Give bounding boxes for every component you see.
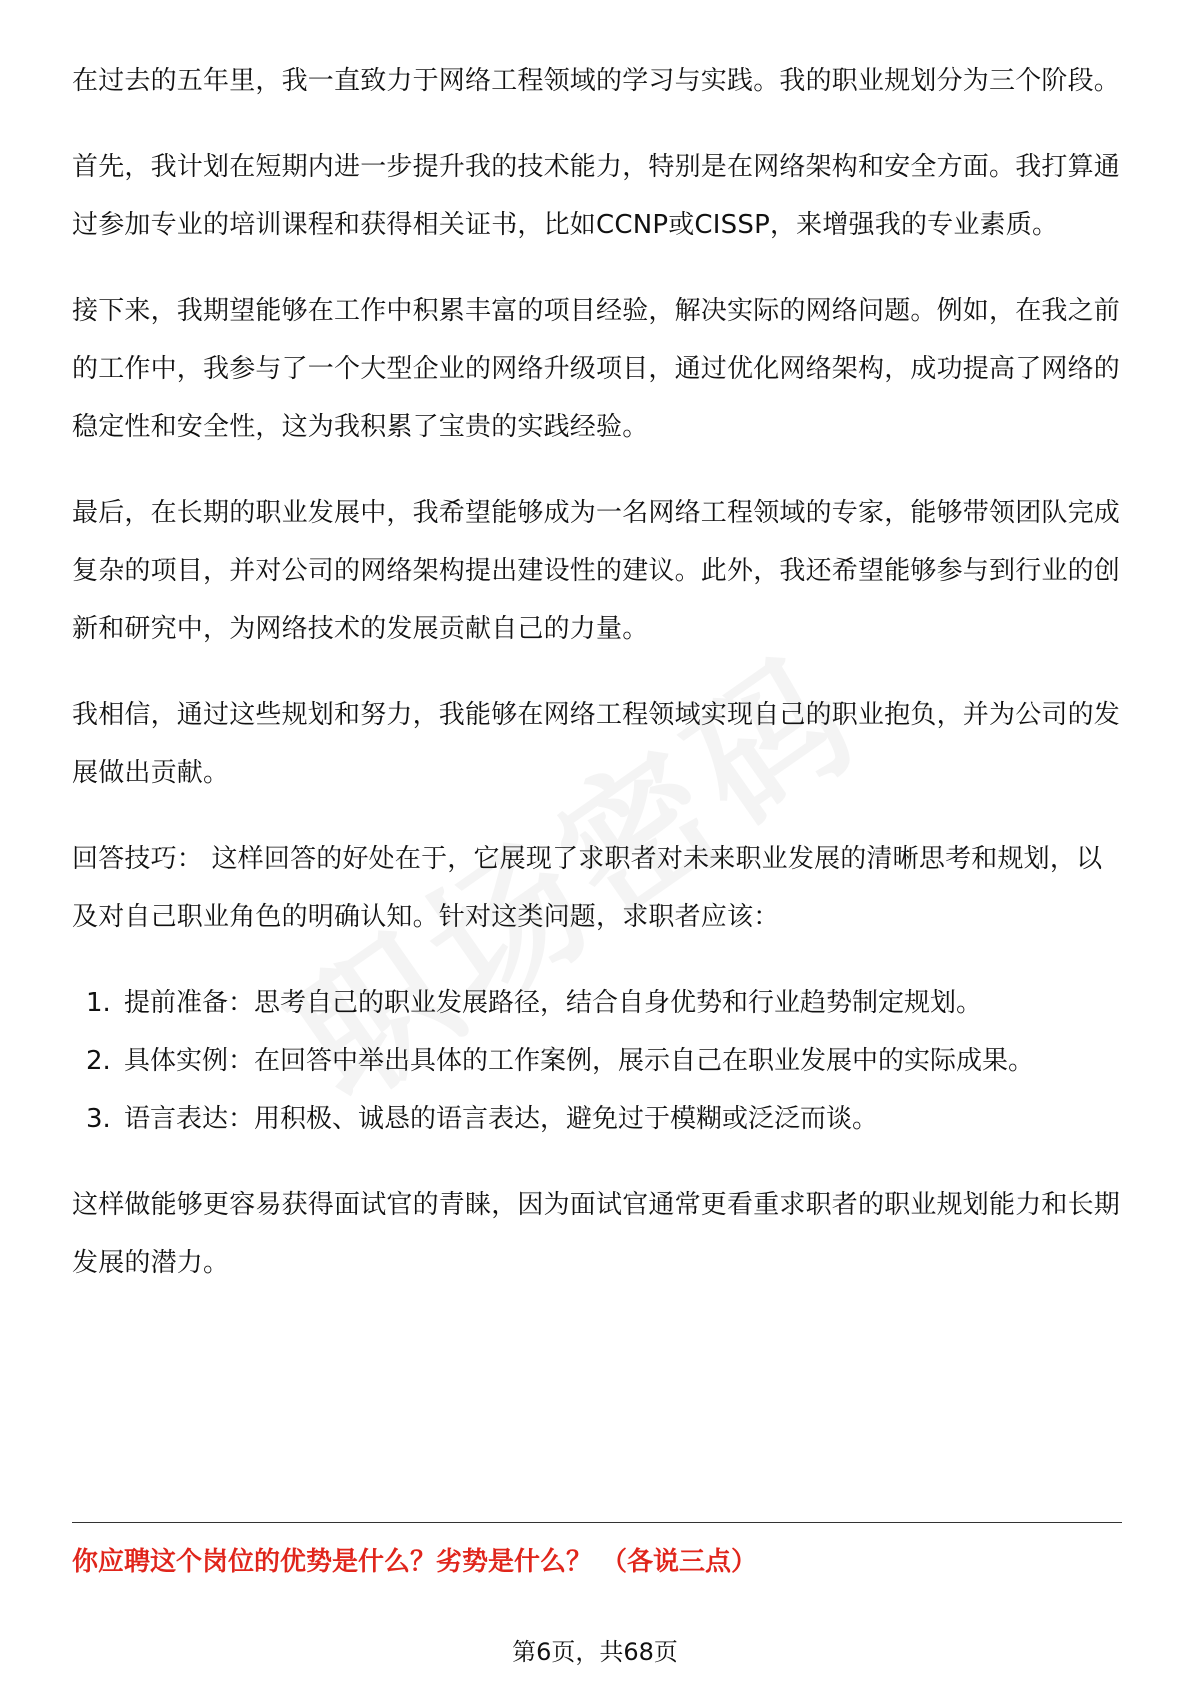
- paragraph-intro: 在过去的五年里，我一直致力于网络工程领域的学习与实践。我的职业规划分为三个阶段。: [72, 66, 1121, 96]
- page-number: 第6页，共68页: [512, 1638, 678, 1666]
- next-question-heading: 你应聘这个岗位的优势是什么？劣势是什么？ （各说三点）: [72, 1547, 758, 1577]
- paragraph-mid-term: 接下来，我期望能够在工作中积累丰富的项目经验，解决实际的网络问题。例如，在我之前的工作中，我参与了一个大型企业的网络升级项目，通过优化网络架构，成功提高了网络的稳定性和安全性，这为我积累了宝贵的实践经验。: [72, 296, 1121, 442]
- list-item-number: 1.: [86, 988, 111, 1018]
- list-item: [72, 1090, 1122, 1148]
- tips-list: [72, 974, 1122, 1148]
- paragraph-short-term: 首先，我计划在短期内进一步提升我的技术能力，特别是在网络架构和安全方面。我打算通过参加专业的培训课程和获得相关证书，比如CCNP或CISSP，来增强我的专业素质。: [72, 152, 1121, 240]
- section-divider: [72, 1522, 1122, 1523]
- list-item-number: 2.: [86, 1046, 111, 1076]
- list-item: [72, 974, 1122, 1032]
- paragraph-closing: 这样做能够更容易获得面试官的青睐，因为面试官通常更看重求职者的职业规划能力和长期发展的潜力。: [72, 1190, 1121, 1278]
- paragraph-long-term: 最后，在长期的职业发展中，我希望能够成为一名网络工程领域的专家，能够带领团队完成复杂的项目，并对公司的网络架构提出建设性的建议。此外，我还希望能够参与到行业的创新和研究中，为网络技术的发展贡献自己的力量。: [72, 498, 1121, 644]
- paragraph-answer-tips: 回答技巧： 这样回答的好处在于，它展现了求职者对未来职业发展的清晰思考和规划，以及对自己职业角色的明确认知。针对这类问题，求职者应该：: [72, 844, 1103, 932]
- list-item: [72, 1032, 1122, 1090]
- paragraph-conclusion: 我相信，通过这些规划和努力，我能够在网络工程领域实现自己的职业抱负，并为公司的发展做出贡献。: [72, 700, 1121, 788]
- answer-body: [72, 52, 1122, 1320]
- list-item-number: 3.: [86, 1104, 111, 1134]
- list-item-text: 提前准备：思考自己的职业发展路径，结合自身优势和行业趋势制定规划。: [124, 988, 983, 1018]
- list-item-text: 具体实例：在回答中举出具体的工作案例，展示自己在职业发展中的实际成果。: [124, 1046, 1035, 1076]
- list-item-text: 语言表达：用积极、诚恳的语言表达，避免过于模糊或泛泛而谈。: [124, 1104, 879, 1134]
